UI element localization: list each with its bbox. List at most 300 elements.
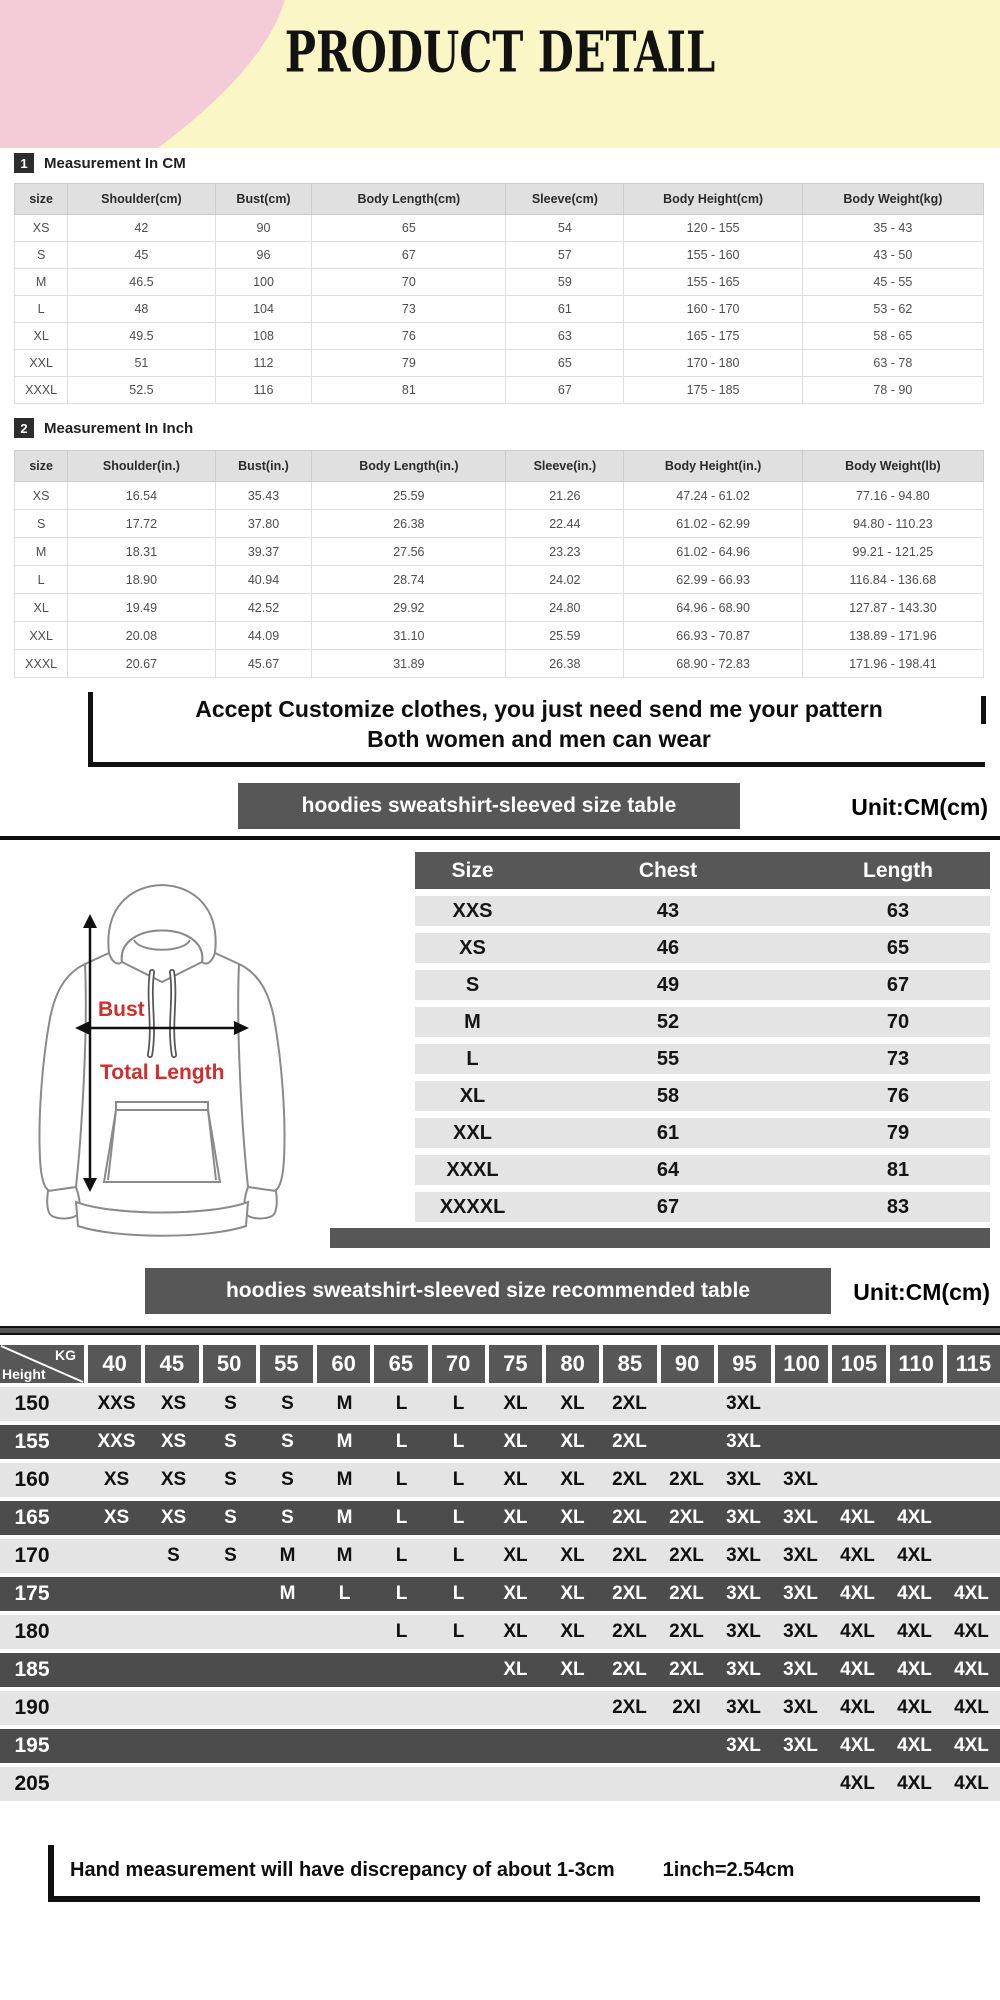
table-cell: 24.02 [506, 566, 624, 594]
table-cell: 79 [312, 350, 506, 377]
size-table-cell: XXXXL [439, 1195, 506, 1218]
size-column-header: Size [451, 858, 494, 882]
size-recommendation-cell: 4XL [897, 1507, 932, 1528]
size-recommendation-cell: L [395, 1431, 408, 1452]
height-label: 175 [14, 1582, 50, 1605]
table-cell: 18.31 [68, 538, 215, 566]
table-cell: 108 [215, 323, 312, 350]
table-cell: 90 [215, 215, 312, 242]
size-recommendation-cell: S [167, 1545, 180, 1566]
total-length-label: Total Length [100, 1061, 225, 1084]
grid-corner-cell [0, 1345, 88, 1383]
table-cell: M [15, 538, 68, 566]
table-cell: 76 [312, 323, 506, 350]
table-cell: 31.89 [312, 650, 506, 678]
table-cell: 138.89 - 171.96 [802, 622, 983, 650]
customize-note [88, 692, 985, 767]
table-cell: 44.09 [215, 622, 312, 650]
weight-header-cell: 85 [599, 1345, 656, 1383]
recommendation-row [0, 1501, 1000, 1535]
table-cell: 42 [68, 215, 215, 242]
column-header: Sleeve(in.) [506, 451, 624, 482]
column-header: Body Length(in.) [312, 451, 506, 482]
height-axis-label: Height [2, 1366, 46, 1382]
table-cell: 26.38 [506, 650, 624, 678]
size-table-cell: 64 [656, 1158, 680, 1181]
size-table-cell: XXL [453, 1121, 492, 1144]
table-cell: 171.96 - 198.41 [802, 650, 983, 678]
size-table-row [415, 1044, 990, 1074]
size-recommendation-cell: 2XL [669, 1583, 704, 1604]
header-row [15, 184, 984, 215]
height-label: 195 [14, 1734, 50, 1757]
size-table-cell: 81 [886, 1158, 910, 1181]
weight-header-cell: 80 [542, 1345, 599, 1383]
height-label: 150 [14, 1392, 50, 1415]
table-cell: 45 - 55 [802, 269, 983, 296]
table-row [15, 269, 984, 296]
size-recommendation-cell: 3XL [726, 1583, 761, 1604]
size-recommendation-cell: S [281, 1431, 294, 1452]
size-table-cell: 61 [656, 1121, 680, 1144]
table-row [15, 510, 984, 538]
weight-header-cell: 90 [657, 1345, 714, 1383]
table-cell: 35.43 [215, 482, 312, 510]
table-cell: 39.37 [215, 538, 312, 566]
table-cell: 63 [506, 323, 624, 350]
table-cell: 165 - 175 [624, 323, 802, 350]
recommendation-row [0, 1425, 1000, 1459]
recommendation-row [0, 1653, 1000, 1687]
recommendation-row [0, 1539, 1000, 1573]
size-recommendation-cell: M [336, 1431, 353, 1452]
size-recommendation-cell: S [281, 1507, 294, 1528]
size-recommendation-cell: 3XL [726, 1507, 761, 1528]
recommendation-row [0, 1463, 1000, 1497]
table-cell: L [15, 296, 68, 323]
size-table-row [415, 970, 990, 1000]
table-cell: 37.80 [215, 510, 312, 538]
table-cell: 96 [215, 242, 312, 269]
measurement-discrepancy-note: Hand measurement will have discrepancy of about 1-3cm [70, 1859, 615, 1881]
height-label: 155 [14, 1430, 50, 1453]
table-cell: 45 [68, 242, 215, 269]
size-recommendation-cell: 3XL [726, 1621, 761, 1642]
column-header: size [15, 184, 68, 215]
table-row [15, 482, 984, 510]
size-table-cell: 76 [886, 1084, 910, 1107]
size-recommendation-cell: S [224, 1507, 237, 1528]
table-row [15, 350, 984, 377]
size-table-cell: 67 [656, 1195, 680, 1218]
column-header: Body Length(cm) [312, 184, 506, 215]
size-recommendation-cell: 4XL [840, 1583, 875, 1604]
table-cell: 21.26 [506, 482, 624, 510]
size-recommendation-cell: 4XL [840, 1659, 875, 1680]
recommendation-row [0, 1691, 1000, 1725]
size-recommendation-cell: 4XL [840, 1545, 875, 1566]
size-recommendation-cell: XL [503, 1659, 528, 1680]
size-table-bottom-bar [330, 1228, 990, 1248]
size-recommendation-cell: 2XL [612, 1507, 647, 1528]
weight-header-cell: 60 [313, 1345, 370, 1383]
table-cell: 25.59 [506, 622, 624, 650]
table-cell: XXL [15, 350, 68, 377]
size-recommendation-cell: L [395, 1469, 408, 1490]
table-row [15, 566, 984, 594]
table-cell: 104 [215, 296, 312, 323]
size-recommendation-cell: 4XL [840, 1621, 875, 1642]
size-recommendation-cell: 3XL [783, 1659, 818, 1680]
table-cell: 64.96 - 68.90 [624, 594, 802, 622]
table-cell: 27.56 [312, 538, 506, 566]
column-header: Bust(cm) [215, 184, 312, 215]
footer-note-box [48, 1845, 980, 1902]
measurement-inch-table [14, 450, 984, 678]
table-cell: XL [15, 594, 68, 622]
size-recommendation-cell: 4XL [897, 1697, 932, 1718]
column-header: Sleeve(cm) [506, 184, 624, 215]
column-header: Body Weight(kg) [802, 184, 983, 215]
size-recommendation-cell: 3XL [783, 1621, 818, 1642]
table-cell: 78 - 90 [802, 377, 983, 404]
size-recommendation-cell: L [395, 1393, 408, 1414]
table-cell: 81 [312, 377, 506, 404]
recommendation-row [0, 1767, 1000, 1801]
size-recommendation-cell: XL [560, 1659, 585, 1680]
size-table-cell: 67 [886, 973, 910, 996]
table-row [15, 296, 984, 323]
size-recommendation-cell: L [452, 1469, 465, 1490]
unit-label: Unit:CM(cm) [853, 1279, 990, 1305]
size-recommendation-cell: L [452, 1583, 465, 1604]
size-table-cell: 70 [886, 1010, 910, 1033]
table-cell: 17.72 [68, 510, 215, 538]
size-recommendation-cell: 3XL [726, 1431, 761, 1452]
height-label: 160 [14, 1468, 50, 1491]
column-header: Body Weight(lb) [802, 451, 983, 482]
size-recommendation-cell: 3XL [783, 1469, 818, 1490]
weight-header-cell: 55 [256, 1345, 313, 1383]
table-cell: 112 [215, 350, 312, 377]
size-recommendation-cell: 4XL [840, 1697, 875, 1718]
weight-header-cell: 70 [428, 1345, 485, 1383]
size-recommendation-cell: L [452, 1431, 465, 1452]
size-recommendation-cell: 4XL [840, 1507, 875, 1528]
weight-header-cell: 115 [943, 1345, 1000, 1383]
section-title: Measurement In Inch [44, 419, 194, 437]
recommendation-row [0, 1577, 1000, 1611]
table-cell: 19.49 [68, 594, 215, 622]
size-recommendation-cell: 2XL [669, 1621, 704, 1642]
table-cell: 67 [506, 377, 624, 404]
size-recommendation-cell: 2XL [612, 1621, 647, 1642]
table-cell: XXL [15, 622, 68, 650]
table-cell: 61.02 - 62.99 [624, 510, 802, 538]
size-recommendation-cell: XL [503, 1431, 528, 1452]
table-cell: 29.92 [312, 594, 506, 622]
table-cell: 65 [506, 350, 624, 377]
table-cell: 53 - 62 [802, 296, 983, 323]
size-table-header-row [415, 852, 990, 889]
table-cell: 59 [506, 269, 624, 296]
table-cell: 31.10 [312, 622, 506, 650]
table-cell: 155 - 160 [624, 242, 802, 269]
table-cell: 42.52 [215, 594, 312, 622]
size-recommendation-cell: 4XL [954, 1621, 989, 1642]
table-cell: XS [15, 215, 68, 242]
table-cell: L [15, 566, 68, 594]
customize-note-line1: Accept Customize clothes, you just need send me your pattern [195, 696, 883, 722]
table-cell: 66.93 - 70.87 [624, 622, 802, 650]
size-recommendation-cell: 3XL [726, 1697, 761, 1718]
size-recommendation-cell: L [452, 1621, 465, 1642]
size-table-cell: 55 [656, 1047, 680, 1070]
size-table-cell: 46 [656, 936, 680, 959]
size-recommendation-cell: 2XL [669, 1545, 704, 1566]
table-cell: 120 - 155 [624, 215, 802, 242]
table-cell: 23.23 [506, 538, 624, 566]
size-table-row [415, 896, 990, 926]
size-recommendation-cell: L [395, 1621, 408, 1642]
table-cell: 43 - 50 [802, 242, 983, 269]
size-recommendation-cell: 3XL [783, 1697, 818, 1718]
measurement-cm-table [14, 183, 984, 404]
table-cell: S [15, 510, 68, 538]
table-row [15, 377, 984, 404]
size-recommendation-cell: XL [503, 1621, 528, 1642]
hoodie-size-table [415, 852, 990, 1222]
size-recommendation-cell: L [395, 1545, 408, 1566]
size-recommendation-cell: M [336, 1507, 353, 1528]
weight-header-cell: 50 [199, 1345, 256, 1383]
table-row [15, 594, 984, 622]
table-row [15, 323, 984, 350]
size-column-header: Chest [638, 858, 698, 882]
table-cell: 170 - 180 [624, 350, 802, 377]
size-table-row [415, 1118, 990, 1148]
size-recommendation-cell: 2XL [669, 1659, 704, 1680]
size-recommendation-cell: L [452, 1507, 465, 1528]
table-cell: 51 [68, 350, 215, 377]
size-recommendation-cell: 3XL [726, 1545, 761, 1566]
table-cell: S [15, 242, 68, 269]
size-recommendation-cell: 3XL [726, 1469, 761, 1490]
section-number-badge: 1 [14, 153, 34, 173]
size-recommendation-cell: L [395, 1583, 408, 1604]
recommended-table-title-bar: hoodies sweatshirt-sleeved size recommended table [145, 1268, 831, 1314]
column-header: size [15, 451, 68, 482]
weight-header-cell: 40 [88, 1345, 141, 1383]
weight-header-cell: 105 [828, 1345, 885, 1383]
size-recommendation-cell: 4XL [954, 1735, 989, 1756]
table-cell: 20.67 [68, 650, 215, 678]
size-recommendation-cell: 4XL [954, 1773, 989, 1794]
size-table-row [415, 1007, 990, 1037]
table-cell: 61 [506, 296, 624, 323]
column-header: Bust(in.) [215, 451, 312, 482]
size-table-cell: XXS [452, 899, 493, 922]
size-recommendation-cell: XS [160, 1507, 187, 1528]
recommendation-row [0, 1615, 1000, 1649]
size-recommendation-cell: S [224, 1431, 237, 1452]
size-recommendation-cell: XL [560, 1431, 585, 1452]
size-table-cell: 43 [656, 899, 680, 922]
height-label: 180 [14, 1620, 50, 1643]
size-recommendation-cell: 3XL [783, 1583, 818, 1604]
height-label: 205 [14, 1772, 50, 1795]
size-recommendation-cell: XL [503, 1583, 528, 1604]
size-recommendation-cell: 3XL [783, 1545, 818, 1566]
size-recommendation-cell: 2XL [612, 1545, 647, 1566]
height-label: 185 [14, 1658, 50, 1681]
weight-header-cell: 110 [886, 1345, 943, 1383]
table-cell: 65 [312, 215, 506, 242]
table-cell: 77.16 - 94.80 [802, 482, 983, 510]
size-recommendation-cell: 2XL [612, 1697, 647, 1718]
table-cell: 116 [215, 377, 312, 404]
size-recommendation-cell: 4XL [897, 1773, 932, 1794]
size-table-row [415, 1081, 990, 1111]
section-title: Measurement In CM [44, 154, 186, 172]
size-recommendation-cell: XL [560, 1621, 585, 1642]
size-recommendation-cell: M [336, 1469, 353, 1490]
size-table-row [415, 1155, 990, 1185]
table-cell: 22.44 [506, 510, 624, 538]
table-cell: 100 [215, 269, 312, 296]
size-recommendation-cell: 4XL [897, 1735, 932, 1756]
size-table-cell: 52 [656, 1010, 680, 1033]
column-header: Body Height(in.) [624, 451, 802, 482]
grid-header-row [0, 1345, 1000, 1383]
column-header: Body Height(cm) [624, 184, 802, 215]
size-table-cell: 49 [656, 973, 680, 996]
size-recommendation-cell: S [224, 1545, 237, 1566]
table-cell: XS [15, 482, 68, 510]
size-table-cell: XS [459, 936, 486, 959]
table-row [15, 622, 984, 650]
size-recommendation-cell: L [452, 1545, 465, 1566]
table-cell: 45.67 [215, 650, 312, 678]
size-recommendation-cell: 3XL [783, 1735, 818, 1756]
table-cell: 47.24 - 61.02 [624, 482, 802, 510]
column-header: Shoulder(cm) [68, 184, 215, 215]
size-recommendation-cell: XXS [97, 1393, 136, 1414]
size-recommendation-cell: XL [560, 1507, 585, 1528]
table-cell: XXXL [15, 650, 68, 678]
size-recommendation-cell: XL [560, 1469, 585, 1490]
table-row [15, 538, 984, 566]
size-recommendation-cell: 4XL [897, 1659, 932, 1680]
column-header: Shoulder(in.) [68, 451, 215, 482]
size-recommendation-grid [0, 1345, 1000, 1801]
kg-axis-label: KG [55, 1347, 76, 1363]
size-recommendation-cell: 4XL [840, 1773, 875, 1794]
size-recommendation-cell: 3XL [726, 1659, 761, 1680]
table-cell: 63 - 78 [802, 350, 983, 377]
table-row [15, 215, 984, 242]
size-recommendation-cell: 4XL [897, 1583, 932, 1604]
recommendation-row [0, 1387, 1000, 1421]
hoodie-measurement-diagram [12, 850, 312, 1245]
size-recommendation-cell: 4XL [954, 1583, 989, 1604]
size-recommendation-cell: S [281, 1469, 294, 1490]
height-label: 170 [14, 1544, 50, 1567]
size-table-row [415, 1192, 990, 1222]
size-recommendation-cell: 2XI [672, 1697, 701, 1718]
size-recommendation-cell: 4XL [840, 1735, 875, 1756]
size-recommendation-cell: 2XL [612, 1431, 647, 1452]
table-cell: 48 [68, 296, 215, 323]
size-recommendation-cell: 2XL [612, 1393, 647, 1414]
table-cell: 99.21 - 121.25 [802, 538, 983, 566]
size-recommendation-cell: M [336, 1545, 353, 1566]
size-recommendation-cell: 4XL [897, 1621, 932, 1642]
table-cell: 18.90 [68, 566, 215, 594]
size-recommendation-cell: XS [160, 1469, 187, 1490]
table-cell: 52.5 [68, 377, 215, 404]
size-table-row [415, 933, 990, 963]
size-recommendation-cell: XL [503, 1507, 528, 1528]
size-table-cell: 79 [886, 1121, 910, 1144]
size-recommendation-cell: XS [160, 1393, 187, 1414]
size-recommendation-cell: M [279, 1545, 296, 1566]
table-cell: XXXL [15, 377, 68, 404]
size-recommendation-cell: L [395, 1507, 408, 1528]
size-table-cell: 73 [886, 1047, 910, 1070]
unit-label: Unit:CM(cm) [851, 794, 988, 820]
table-cell: M [15, 269, 68, 296]
size-recommendation-cell: XL [560, 1393, 585, 1414]
size-recommendation-cell: M [279, 1583, 296, 1604]
size-recommendation-cell: XS [103, 1469, 130, 1490]
size-table-title-bar: hoodies sweatshirt-sleeved size table [238, 783, 740, 829]
size-recommendation-cell: XXS [97, 1431, 136, 1452]
section-divider [0, 1326, 1000, 1335]
table-cell: 62.99 - 66.93 [624, 566, 802, 594]
table-cell: 35 - 43 [802, 215, 983, 242]
size-recommendation-cell: XL [560, 1583, 585, 1604]
table-cell: 67 [312, 242, 506, 269]
table-cell: 73 [312, 296, 506, 323]
size-recommendation-cell: 3XL [726, 1393, 761, 1414]
size-table-cell: 83 [886, 1195, 910, 1218]
table-cell: 49.5 [68, 323, 215, 350]
size-recommendation-cell: 2XL [612, 1469, 647, 1490]
table-cell: 175 - 185 [624, 377, 802, 404]
size-table-cell: 58 [656, 1084, 680, 1107]
customize-note-line2: Both women and men can wear [367, 726, 711, 752]
table-cell: 160 - 170 [624, 296, 802, 323]
size-recommendation-cell: XL [503, 1393, 528, 1414]
weight-header-cell: 100 [771, 1345, 828, 1383]
table-cell: 16.54 [68, 482, 215, 510]
height-label: 165 [14, 1506, 50, 1529]
size-recommendation-cell: 3XL [783, 1507, 818, 1528]
table-cell: 54 [506, 215, 624, 242]
size-recommendation-cell: XL [503, 1469, 528, 1490]
table-cell: 70 [312, 269, 506, 296]
size-recommendation-cell: S [281, 1393, 294, 1414]
size-recommendation-cell: XS [103, 1507, 130, 1528]
size-table-cell: S [465, 973, 480, 996]
size-recommendation-cell: L [338, 1583, 351, 1604]
table-cell: 116.84 - 136.68 [802, 566, 983, 594]
size-recommendation-cell: L [452, 1393, 465, 1414]
table-cell: 28.74 [312, 566, 506, 594]
inch-conversion-note: 1inch=2.54cm [662, 1859, 795, 1881]
table-cell: 127.87 - 143.30 [802, 594, 983, 622]
